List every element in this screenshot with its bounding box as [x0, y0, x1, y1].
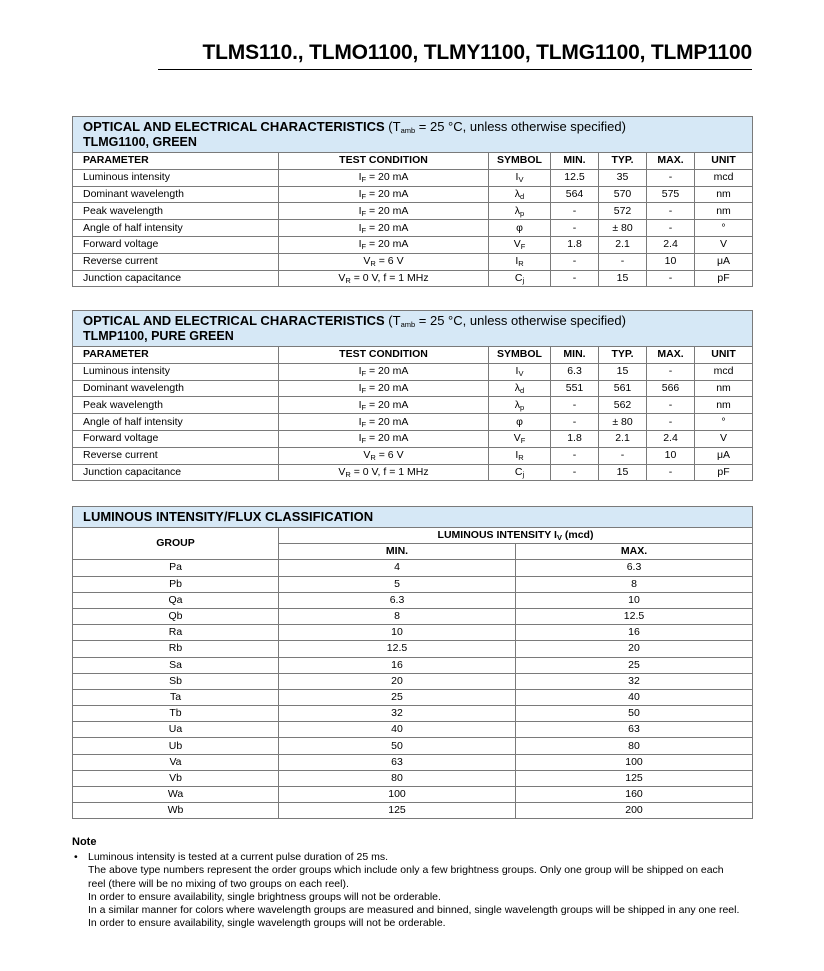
table-row	[73, 754, 753, 770]
table-row	[73, 363, 753, 380]
parameter-cell: Dominant wavelength	[73, 186, 279, 203]
symbol-cell: $I_R$	[489, 253, 551, 270]
table-row	[73, 673, 753, 689]
table-banner	[73, 117, 753, 153]
typ-cell: ± 80	[599, 220, 647, 237]
table-row	[73, 608, 753, 624]
unit-cell: V	[695, 430, 753, 447]
min-cell: 32	[279, 706, 516, 722]
typ-cell: -	[599, 253, 647, 270]
unit-cell: nm	[695, 380, 753, 397]
parameter-cell: Peak wavelength	[73, 203, 279, 220]
table-row	[73, 220, 753, 237]
min-cell: -	[551, 397, 599, 414]
parameter-cell: Luminous intensity	[73, 363, 279, 380]
min-cell: 564	[551, 186, 599, 203]
parameter-cell: Angle of half intensity	[73, 414, 279, 431]
typ-cell: 572	[599, 203, 647, 220]
unit-cell: °	[695, 414, 753, 431]
note-line: In a similar manner for colors where wavelength groups are measured and binned, single wavelength groups will be shipped in any one reel.	[88, 904, 740, 917]
test-condition-cell: $I_F = 20$ mA	[279, 169, 489, 186]
table-row	[73, 430, 753, 447]
symbol-cell: $\lambda_p$	[489, 397, 551, 414]
col-test-condition: TEST CONDITION	[279, 153, 489, 170]
parameter-cell: Forward voltage	[73, 430, 279, 447]
table-subheading: TLMG1100, GREEN	[83, 135, 197, 149]
test-condition-cell: $V_R = 0$ V, f = 1 MHz	[279, 464, 489, 481]
max-cell: 20	[516, 641, 753, 657]
symbol-cell: $C_j$	[489, 464, 551, 481]
bullet-icon: •	[74, 851, 78, 864]
min-cell: 20	[279, 673, 516, 689]
unit-cell: mcd	[695, 363, 753, 380]
table-banner	[73, 507, 753, 528]
table-row	[73, 186, 753, 203]
symbol-cell: φ	[489, 414, 551, 431]
max-cell: -	[647, 169, 695, 186]
max-cell: -	[647, 397, 695, 414]
unit-cell: °	[695, 220, 753, 237]
group-cell: Ta	[73, 689, 279, 705]
symbol-cell: $I_R$	[489, 447, 551, 464]
col-symbol: SYMBOL	[489, 153, 551, 170]
min-cell: 1.8	[551, 430, 599, 447]
min-cell: 25	[279, 689, 516, 705]
min-cell: 6.3	[279, 592, 516, 608]
note-heading: Note	[72, 836, 97, 848]
col-min: MIN.	[551, 347, 599, 364]
col-max: MAX.	[516, 544, 753, 560]
parameter-cell: Luminous intensity	[73, 169, 279, 186]
group-cell: Tb	[73, 706, 279, 722]
min-cell: 125	[279, 803, 516, 819]
note-line: In order to ensure availability, single brightness groups will not be orderable.	[88, 890, 441, 903]
col-typ: TYP.	[599, 153, 647, 170]
max-cell: 10	[516, 592, 753, 608]
col-unit: UNIT	[695, 153, 753, 170]
table-conditions: ($T_{amb} = 25$ °C, unless otherwise specified)	[388, 119, 626, 135]
table-row	[73, 722, 753, 738]
table-row	[73, 576, 753, 592]
table-row	[73, 380, 753, 397]
column-header-row	[73, 153, 753, 170]
table-row	[73, 560, 753, 576]
min-cell: -	[551, 270, 599, 287]
max-cell: -	[647, 220, 695, 237]
table-row	[73, 447, 753, 464]
symbol-cell: $I_V$	[489, 363, 551, 380]
note-line: Luminous intensity is tested at a current pulse duration of 25 ms.	[88, 851, 388, 864]
table-row	[73, 236, 753, 253]
min-cell: 6.3	[551, 363, 599, 380]
typ-cell: 35	[599, 169, 647, 186]
parameter-cell: Junction capacitance	[73, 464, 279, 481]
typ-cell: -	[599, 447, 647, 464]
min-cell: 8	[279, 608, 516, 624]
min-cell: 12.5	[551, 169, 599, 186]
symbol-cell: $V_F$	[489, 430, 551, 447]
table-subheading: TLMP1100, PURE GREEN	[83, 329, 234, 343]
group-cell: Sb	[73, 673, 279, 689]
table-banner	[73, 311, 753, 347]
symbol-cell: $I_V$	[489, 169, 551, 186]
characteristics-table-pure-green	[72, 310, 753, 481]
col-group: GROUP	[73, 528, 279, 560]
table-row	[73, 706, 753, 722]
table-row	[73, 414, 753, 431]
unit-cell: μA	[695, 447, 753, 464]
typ-cell: 2.1	[599, 236, 647, 253]
table-heading: OPTICAL AND ELECTRICAL CHARACTERISTICS	[83, 313, 385, 328]
min-cell: 50	[279, 738, 516, 754]
symbol-cell: $\lambda_p$	[489, 203, 551, 220]
group-cell: Ub	[73, 738, 279, 754]
test-condition-cell: $V_R = 0$ V, f = 1 MHz	[279, 270, 489, 287]
notes-section	[72, 836, 762, 930]
unit-cell: μA	[695, 253, 753, 270]
classification-table	[72, 506, 753, 819]
min-cell: 4	[279, 560, 516, 576]
max-cell: 125	[516, 770, 753, 786]
col-min: MIN.	[551, 153, 599, 170]
min-cell: 100	[279, 787, 516, 803]
group-cell: Pa	[73, 560, 279, 576]
max-cell: 32	[516, 673, 753, 689]
max-cell: 575	[647, 186, 695, 203]
table-row	[73, 770, 753, 786]
test-condition-cell: $I_F = 20$ mA	[279, 236, 489, 253]
test-condition-cell: $I_F = 20$ mA	[279, 220, 489, 237]
min-cell: 16	[279, 657, 516, 673]
min-cell: 5	[279, 576, 516, 592]
col-test-condition: TEST CONDITION	[279, 347, 489, 364]
unit-cell: V	[695, 236, 753, 253]
unit-cell: nm	[695, 186, 753, 203]
symbol-cell: $\lambda_d$	[489, 380, 551, 397]
typ-cell: 15	[599, 270, 647, 287]
group-cell: Ua	[73, 722, 279, 738]
col-unit: UNIT	[695, 347, 753, 364]
table-conditions: ($T_{amb} = 25$ °C, unless otherwise specified)	[388, 313, 626, 329]
group-cell: Qa	[73, 592, 279, 608]
max-cell: -	[647, 464, 695, 481]
group-cell: Vb	[73, 770, 279, 786]
min-cell: 1.8	[551, 236, 599, 253]
min-cell: 551	[551, 380, 599, 397]
table-row	[73, 203, 753, 220]
col-min: MIN.	[279, 544, 516, 560]
test-condition-cell: $I_F = 20$ mA	[279, 203, 489, 220]
col-typ: TYP.	[599, 347, 647, 364]
max-cell: 2.4	[647, 236, 695, 253]
min-cell: 12.5	[279, 641, 516, 657]
table-row	[73, 253, 753, 270]
max-cell: 63	[516, 722, 753, 738]
note-item	[72, 851, 762, 930]
group-cell: Qb	[73, 608, 279, 624]
table-row	[73, 169, 753, 186]
group-cell: Wa	[73, 787, 279, 803]
max-cell: -	[647, 414, 695, 431]
test-condition-cell: $V_R = 6$ V	[279, 253, 489, 270]
note-line: reel (there will be no mixing of two groups on each reel).	[88, 877, 349, 890]
column-header-row	[73, 347, 753, 364]
parameter-cell: Dominant wavelength	[73, 380, 279, 397]
group-cell: Va	[73, 754, 279, 770]
parameter-cell: Reverse current	[73, 447, 279, 464]
max-cell: 50	[516, 706, 753, 722]
test-condition-cell: $V_R = 6$ V	[279, 447, 489, 464]
table-row	[73, 738, 753, 754]
unit-cell: pF	[695, 270, 753, 287]
parameter-cell: Junction capacitance	[73, 270, 279, 287]
test-condition-cell: $I_F = 20$ mA	[279, 186, 489, 203]
title-rule	[158, 69, 752, 70]
unit-cell: nm	[695, 397, 753, 414]
col-max: MAX.	[647, 347, 695, 364]
table-row	[73, 397, 753, 414]
typ-cell: 570	[599, 186, 647, 203]
test-condition-cell: $I_F = 20$ mA	[279, 363, 489, 380]
min-cell: -	[551, 220, 599, 237]
max-cell: 16	[516, 625, 753, 641]
unit-cell: nm	[695, 203, 753, 220]
unit-cell: pF	[695, 464, 753, 481]
test-condition-cell: $I_F = 20$ mA	[279, 414, 489, 431]
typ-cell: 561	[599, 380, 647, 397]
min-cell: -	[551, 203, 599, 220]
max-cell: 2.4	[647, 430, 695, 447]
page-title: TLMS110., TLMO1100, TLMY1100, TLMG1100, TLMP1100	[202, 41, 752, 64]
test-condition-cell: $I_F = 20$ mA	[279, 380, 489, 397]
table-row	[73, 592, 753, 608]
parameter-cell: Reverse current	[73, 253, 279, 270]
table-row	[73, 803, 753, 819]
table-row	[73, 657, 753, 673]
col-symbol: SYMBOL	[489, 347, 551, 364]
max-cell: 40	[516, 689, 753, 705]
parameter-cell: Angle of half intensity	[73, 220, 279, 237]
parameter-cell: Forward voltage	[73, 236, 279, 253]
min-cell: -	[551, 464, 599, 481]
min-cell: 40	[279, 722, 516, 738]
group-cell: Pb	[73, 576, 279, 592]
symbol-cell: $\lambda_d$	[489, 186, 551, 203]
table-row	[73, 625, 753, 641]
max-cell: 6.3	[516, 560, 753, 576]
max-cell: 10	[647, 253, 695, 270]
group-cell: Sa	[73, 657, 279, 673]
max-cell: 200	[516, 803, 753, 819]
min-cell: 63	[279, 754, 516, 770]
table-row	[73, 270, 753, 287]
symbol-cell: $C_j$	[489, 270, 551, 287]
test-condition-cell: $I_F = 20$ mA	[279, 430, 489, 447]
max-cell: 25	[516, 657, 753, 673]
note-line: The above type numbers represent the order groups which include only a few brightness groups. Only one group will be shipped on each	[88, 864, 724, 877]
max-cell: -	[647, 270, 695, 287]
max-cell: -	[647, 363, 695, 380]
table-row	[73, 464, 753, 481]
max-cell: 80	[516, 738, 753, 754]
col-luminous-intensity: LUMINOUS INTENSITY $I_V$ (mcd)	[279, 528, 753, 544]
max-cell: 10	[647, 447, 695, 464]
col-parameter: PARAMETER	[73, 153, 279, 170]
test-condition-cell: $I_F = 20$ mA	[279, 397, 489, 414]
table-row	[73, 689, 753, 705]
unit-cell: mcd	[695, 169, 753, 186]
typ-cell: 2.1	[599, 430, 647, 447]
min-cell: -	[551, 447, 599, 464]
max-cell: -	[647, 203, 695, 220]
max-cell: 8	[516, 576, 753, 592]
min-cell: -	[551, 253, 599, 270]
min-cell: 10	[279, 625, 516, 641]
max-cell: 160	[516, 787, 753, 803]
min-cell: 80	[279, 770, 516, 786]
max-cell: 566	[647, 380, 695, 397]
table-row	[73, 641, 753, 657]
typ-cell: 15	[599, 464, 647, 481]
table-heading: OPTICAL AND ELECTRICAL CHARACTERISTICS	[83, 119, 385, 134]
symbol-cell: φ	[489, 220, 551, 237]
table-row	[73, 787, 753, 803]
typ-cell: 562	[599, 397, 647, 414]
symbol-cell: $V_F$	[489, 236, 551, 253]
typ-cell: 15	[599, 363, 647, 380]
group-cell: Rb	[73, 641, 279, 657]
table-heading: LUMINOUS INTENSITY/FLUX CLASSIFICATION	[83, 509, 374, 524]
max-cell: 100	[516, 754, 753, 770]
max-cell: 12.5	[516, 608, 753, 624]
note-line: In order to ensure availability, single wavelength groups will not be orderable.	[88, 917, 446, 930]
group-cell: Ra	[73, 625, 279, 641]
min-cell: -	[551, 414, 599, 431]
col-parameter: PARAMETER	[73, 347, 279, 364]
group-cell: Wb	[73, 803, 279, 819]
characteristics-table-green	[72, 116, 753, 287]
typ-cell: ± 80	[599, 414, 647, 431]
parameter-cell: Peak wavelength	[73, 397, 279, 414]
col-max: MAX.	[647, 153, 695, 170]
